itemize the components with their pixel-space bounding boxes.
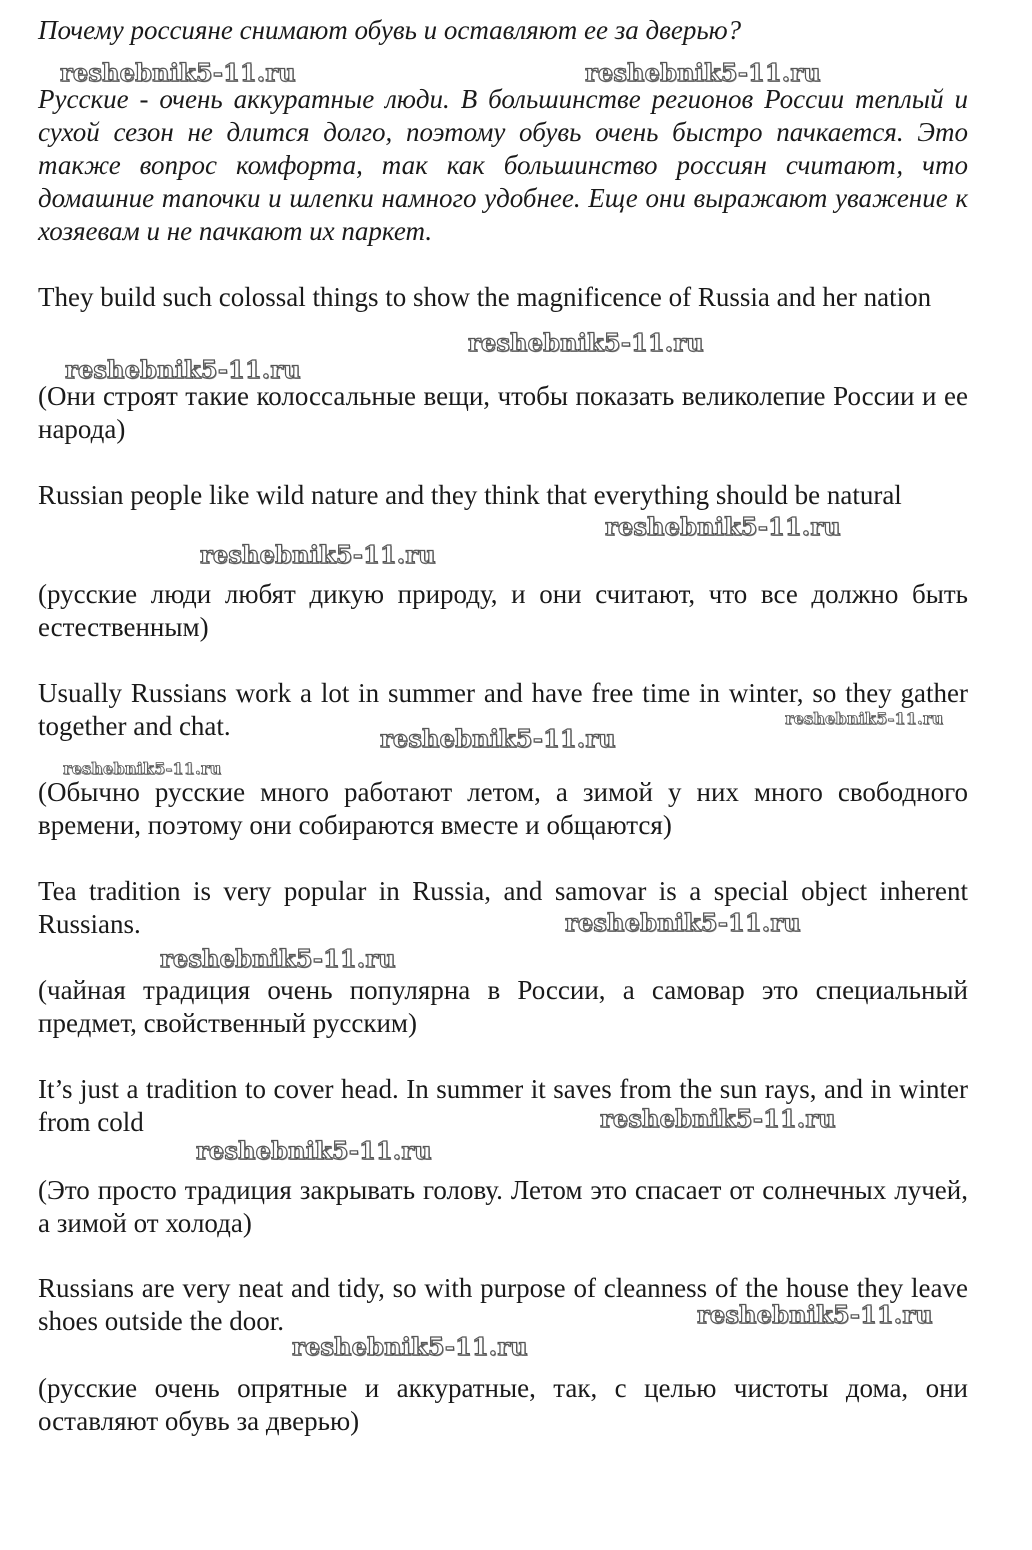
item-1-english: They build such colossal things to show the magnificence of Russia and her nation [38, 282, 932, 312]
watermark: reshebnik5-11.ru [565, 908, 801, 937]
item-3-russian: (Обычно русские много работают летом, а зимой у них много свободного времени, поэтому они собираются вместе и общаются) [38, 777, 968, 840]
watermark: reshebnik5-11.ru [697, 1300, 933, 1329]
item-4-russian: (чайная традиция очень популярна в России, а самовар это специальный предмет, свойственный русским) [38, 975, 968, 1038]
item-1-russian: (Они строят такие колоссальные вещи, чтобы показать великолепие России и ее народа) [38, 381, 968, 444]
watermark: reshebnik5-11.ru [160, 944, 396, 973]
watermark: reshebnik5-11.ru [63, 759, 222, 778]
watermark: reshebnik5-11.ru [292, 1332, 528, 1361]
watermark: reshebnik5-11.ru [600, 1104, 836, 1133]
item-2-russian: (русские люди любят дикую природу, и они считают, что все должно быть естественным) [38, 579, 968, 642]
watermark: reshebnik5-11.ru [785, 709, 944, 728]
watermark: reshebnik5-11.ru [605, 512, 841, 541]
watermark: reshebnik5-11.ru [585, 58, 821, 87]
item-2-english: Russian people like wild nature and they think that everything should be natural [38, 480, 902, 510]
watermark: reshebnik5-11.ru [200, 540, 436, 569]
item-5-english: It’s just a tradition to cover head. In summer it saves from the sun rays, and in winter from cold [38, 1074, 968, 1137]
item-3-english: Usually Russians work a lot in summer and have free time in winter, so they gather together and chat. [38, 678, 968, 741]
watermark: reshebnik5-11.ru [380, 724, 616, 753]
watermark: reshebnik5-11.ru [196, 1136, 432, 1165]
item-6-english: Russians are very neat and tidy, so with purpose of cleanness of the house they leave shoes outside the door. [38, 1273, 968, 1336]
item-5-russian: (Это просто традиция закрывать голову. Летом это спасает от солнечных лучей, а зимой от холода) [38, 1175, 968, 1238]
item-4-english: Tea tradition is very popular in Russia, and samovar is a special object inherent Russians. [38, 876, 968, 939]
watermark: reshebnik5-11.ru [468, 328, 704, 357]
watermark: reshebnik5-11.ru [65, 355, 301, 384]
item-6-russian: (русские очень опрятные и аккуратные, так, с целью чистоты дома, они оставляют обувь за дверью) [38, 1373, 968, 1436]
answer-russian: Русские - очень аккуратные люди. В большинстве регионов России теплый и сухой сезон не длится долго, поэтому обувь очень быстро пачкается. Это также вопрос комфорта, так как большинство россиян считают, что домашние тапочки и шлепки намного удобнее. Еще они выражают уважение к хозяевам и не пачкают их паркет. [38, 84, 968, 246]
question-heading: Почему россияне снимают обувь и оставляют ее за дверью? [38, 15, 742, 45]
watermark: reshebnik5-11.ru [60, 58, 296, 87]
